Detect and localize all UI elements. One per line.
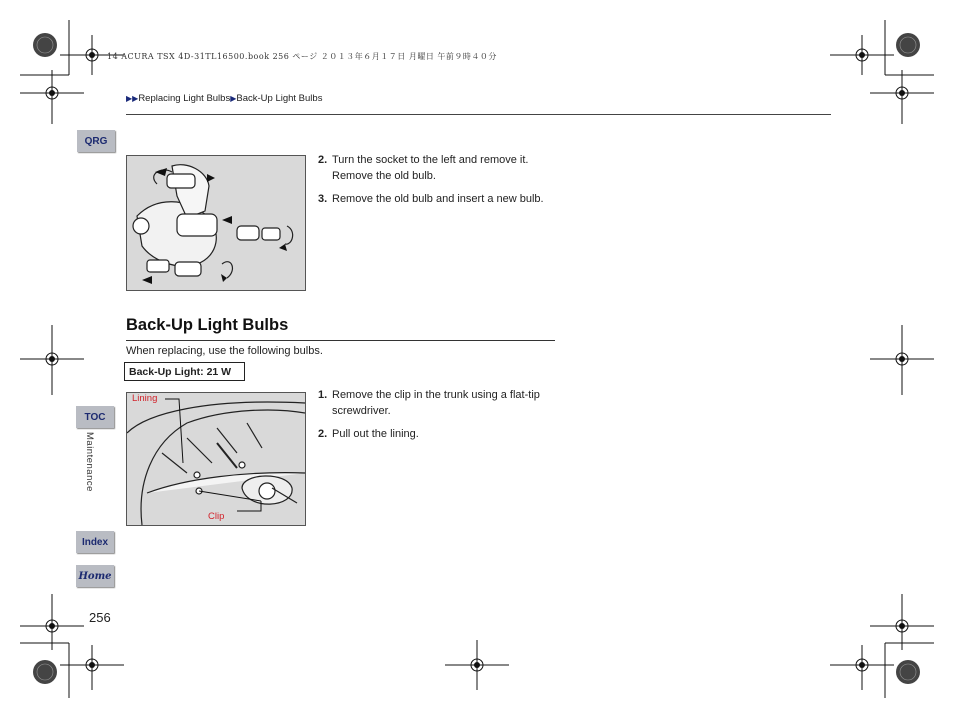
index-button[interactable]: Index <box>76 531 114 553</box>
socket-removal-illustration <box>127 156 305 290</box>
section-title: Back-Up Light Bulbs <box>126 316 289 334</box>
trunk-lining-figure <box>126 392 306 526</box>
step-text: Turn the socket to the left and remove it. Remove the old bulb. <box>332 154 529 182</box>
breadcrumb <box>126 93 322 104</box>
breadcrumb-separator: ▶ <box>230 94 237 103</box>
list-item <box>318 152 568 184</box>
toc-button[interactable]: TOC <box>76 406 114 428</box>
socket-removal-figure <box>126 155 306 291</box>
breadcrumb-arrows: ▶▶ <box>126 94 139 103</box>
step-number: 1. <box>318 389 328 401</box>
section-intro: When replacing, use the following bulbs. <box>126 345 323 357</box>
clip-callout-label: Clip <box>208 511 225 522</box>
lining-callout-label: Lining <box>132 393 158 404</box>
step-number: 2. <box>318 428 328 440</box>
home-button[interactable]: Home <box>76 565 114 587</box>
bottom-steps-list <box>318 387 543 449</box>
page-number: 256 <box>89 610 111 625</box>
breadcrumb-current: Back-Up Light Bulbs <box>236 93 323 104</box>
step-text: Remove the old bulb and insert a new bulb. <box>332 193 544 205</box>
step-text: Remove the clip in the trunk using a flat-tip screwdriver. <box>332 389 540 417</box>
bulb-spec-box: Back-Up Light: 21 W <box>124 362 245 381</box>
breadcrumb-parent-link[interactable]: Replacing Light Bulbs <box>138 93 231 104</box>
print-header: 14 ACURA TSX 4D-31TL16500.book 256 ページ ２０１３年６月１７日 月曜日 午前９時４０分 <box>107 52 497 61</box>
section-divider <box>126 340 555 341</box>
qrg-button[interactable]: QRG <box>77 130 115 152</box>
step-number: 3. <box>318 193 328 205</box>
header-divider <box>126 114 831 115</box>
step-text: Pull out the lining. <box>332 428 419 440</box>
top-steps-list <box>318 152 568 214</box>
list-item <box>318 191 568 207</box>
step-number: 2. <box>318 154 328 166</box>
list-item <box>318 387 543 419</box>
list-item <box>318 426 543 442</box>
trunk-lining-illustration <box>127 393 305 525</box>
chapter-tab-label: Maintenance <box>84 432 95 492</box>
